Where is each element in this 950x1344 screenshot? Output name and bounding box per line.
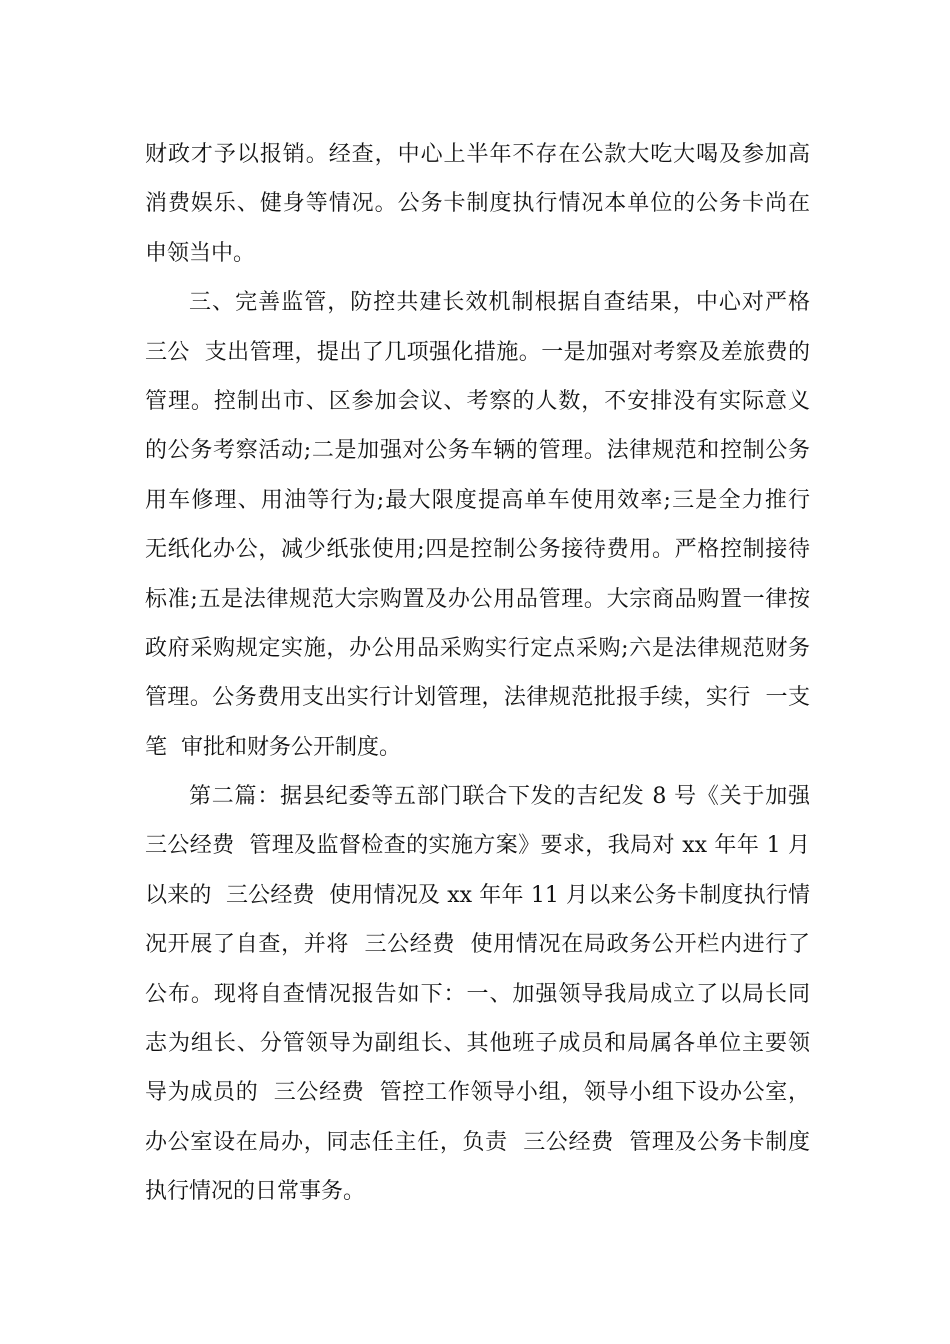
text-line: 三公经费 管理及监督检查的实施方案》要求，我局对 xx 年年 1 月 xyxy=(145,833,810,859)
text-line: 标准;五是法律规范大宗购置及办公用品管理。大宗商品购置一律按 xyxy=(145,586,810,612)
text-line: 导为成员的 三公经费 管控工作领导小组，领导小组下设办公室， xyxy=(145,1080,810,1106)
text-line: 况开展了自查，并将 三公经费 使用情况在局政务公开栏内进行了 xyxy=(145,932,810,958)
text-line: 公布。现将自查情况报告如下：一、加强领导我局成立了以局长同 xyxy=(145,981,810,1007)
text-line: 以来的 三公经费 使用情况及 xx 年年 11 月以来公务卡制度执行情 xyxy=(145,882,810,908)
text-line: 政府采购规定实施，办公用品采购实行定点采购;六是法律规范财务 xyxy=(145,635,810,661)
text-line: 三、完善监管，防控共建长效机制根据自查结果，中心对严格 xyxy=(189,290,810,316)
text-line: 财政才予以报销。经查，中心上半年不存在公款大吃大喝及参加高 xyxy=(145,142,810,167)
text-line: 办公室设在局办，同志任主任，负责 三公经费 管理及公务卡制度 xyxy=(145,1129,810,1155)
text-line: 三公 支出管理，提出了几项强化措施。一是加强对考察及差旅费的 xyxy=(145,339,810,365)
text-line: 消费娱乐、健身等情况。公务卡制度执行情况本单位的公务卡尚在 xyxy=(145,191,810,217)
body-text xyxy=(145,130,810,1217)
text-line: 用车修理、用油等行为;最大限度提高单车使用效率;三是全力推行 xyxy=(145,487,810,513)
text-line: 管理。控制出市、区参加会议、考察的人数，不安排没有实际意义 xyxy=(145,388,810,414)
text-line: 申领当中。 xyxy=(145,240,256,266)
text-line: 志为组长、分管领导为副组长、其他班子成员和局属各单位主要领 xyxy=(145,1031,810,1057)
text-line: 笔 审批和财务公开制度。 xyxy=(145,734,401,760)
text-line: 执行情况的日常事务。 xyxy=(145,1179,366,1205)
text-line: 无纸化办公，减少纸张使用;四是控制公务接待费用。严格控制接待 xyxy=(145,537,810,563)
text-line: 的公务考察活动;二是加强对公务车辆的管理。法律规范和控制公务 xyxy=(145,438,810,464)
text-line: 第二篇：据县纪委等五部门联合下发的吉纪发 8 号《关于加强 xyxy=(189,784,810,810)
text-line: 管理。公务费用支出实行计划管理，法律规范批报手续，实行 一支 xyxy=(145,685,810,711)
